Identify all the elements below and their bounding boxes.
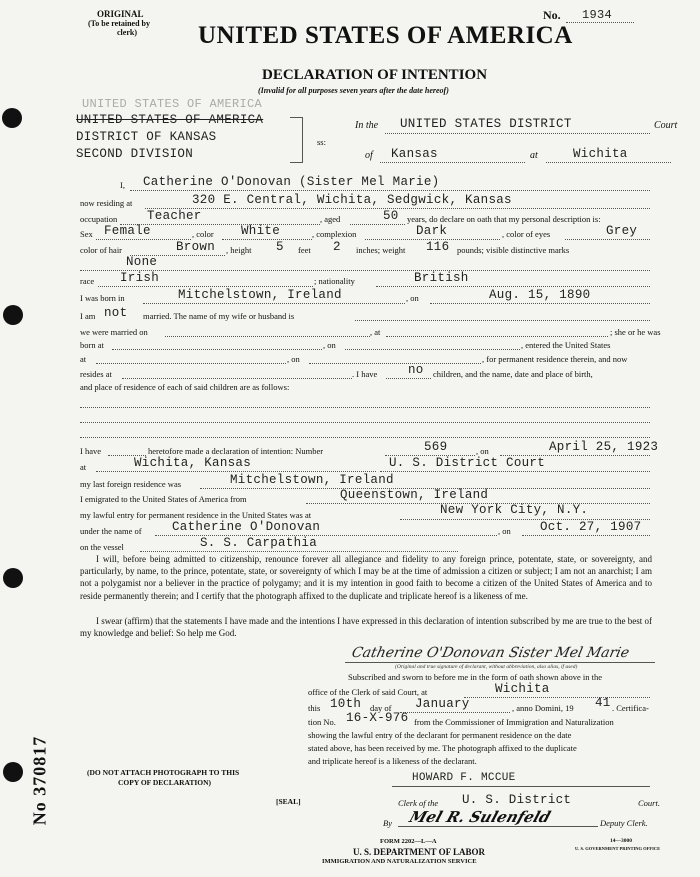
original-label: ORIGINAL	[97, 9, 144, 19]
court-of: Kansas	[391, 147, 438, 161]
venue-stamp-faint: UNITED STATES OF AMERICA	[82, 97, 263, 111]
age: 50	[383, 209, 399, 223]
marks: None	[126, 255, 158, 269]
clerk-name: HOWARD F. MCCUE	[412, 772, 516, 784]
court-name: UNITED STATES DISTRICT	[400, 117, 572, 131]
feet-label: feet	[298, 245, 311, 255]
race: Irish	[120, 271, 160, 285]
deputy-label: Deputy Clerk.	[600, 818, 648, 828]
vessel-label: on the vessel	[80, 542, 124, 552]
punch-hole-lower	[3, 568, 23, 588]
ss-label: ss:	[317, 137, 326, 147]
emigrated-label: I emigrated to the United States of America from	[80, 494, 247, 504]
bornat-label: born at	[80, 340, 104, 350]
height-label: , height	[226, 245, 252, 255]
doc-number-value: 1934	[582, 8, 613, 22]
certno-label: tion No.	[308, 717, 336, 727]
years-text: years, do declare on oath that my personal description is:	[407, 214, 601, 224]
married-on-label: we were married on	[80, 327, 148, 337]
dayof-label: day of	[370, 703, 392, 713]
emigrated-from: Queenstown, Ireland	[340, 488, 489, 502]
punch-hole-bottom	[3, 762, 23, 782]
court-label-2: Court.	[638, 798, 660, 808]
race-label: race	[80, 276, 95, 286]
venue-line-1: UNITED STATES OF AMERICA	[76, 113, 264, 127]
color: White	[241, 224, 281, 238]
entered-on-label: , on	[287, 354, 300, 364]
jurat-year: 41	[595, 696, 611, 710]
permres-label: , for permanent residence therein, and now	[482, 354, 628, 364]
birthdate: Aug. 15, 1890	[489, 288, 591, 302]
showing-text: showing the lawful entry of the declarant for permanent residence on the date	[308, 730, 572, 740]
jurat-month: January	[415, 697, 470, 711]
punch-hole-mid	[3, 305, 23, 325]
color-label: , color	[192, 229, 214, 239]
jurat-place: Wichita	[495, 682, 550, 696]
eyes: Grey	[606, 224, 638, 238]
weight: 116	[426, 240, 450, 254]
occupation: Teacher	[147, 209, 202, 223]
prior-place: Wichita, Kansas	[134, 456, 252, 470]
triplicate-text: and triplicate hereof is a likeness of the declarant.	[308, 756, 477, 766]
eyes-label: , color of eyes	[502, 229, 551, 239]
court-at: Wichita	[573, 147, 628, 161]
prior-at-label: at	[80, 462, 87, 472]
subscribed-text: Subscribed and sworn to before me in the form of oath shown above in the	[348, 672, 602, 682]
children-text-2: and place of residence of each of said children are as follows:	[80, 382, 290, 392]
nationality-label: ; nationality	[314, 276, 355, 286]
clerk-label: Clerk of the	[398, 798, 439, 808]
of-label: of	[365, 150, 373, 161]
pounds-label: pounds; visible distinctive marks	[457, 245, 570, 255]
hair-label: color of hair	[80, 245, 123, 255]
entry-date: Oct. 27, 1907	[540, 520, 642, 534]
hair: Brown	[176, 240, 216, 254]
nationality: British	[414, 271, 469, 285]
venue-bracket	[290, 117, 303, 163]
punch-hole-top	[2, 108, 22, 128]
occupation-label: occupation	[80, 214, 118, 224]
sheorhe-label: ; she or he was	[610, 327, 661, 337]
address: 320 E. Central, Wichita, Sedgwick, Kansas	[192, 193, 512, 207]
married-at-label: , at	[370, 327, 381, 337]
page-title: UNITED STATES OF AMERICA	[198, 22, 573, 49]
heretofore-label: heretofore made a declaration of intention: Number	[148, 446, 324, 456]
lawful-label: my lawful entry for permanent residence in the United States was at	[80, 510, 312, 520]
photo-note-2: COPY OF DECLARATION)	[118, 778, 212, 787]
jurat-day: 10th	[330, 697, 362, 711]
children-text: children, and the name, date and place of birth,	[433, 369, 593, 379]
this-label: this	[308, 703, 321, 713]
print-code: 14—3000	[610, 838, 632, 844]
married-status: not	[104, 306, 128, 320]
declarant-signature: Catherine O'Donovan Sister Mel Marie	[350, 645, 631, 661]
entry-port: New York City, N.Y.	[440, 503, 589, 517]
print-office: U. S. GOVERNMENT PRINTING OFFICE	[575, 846, 661, 851]
children-count: no	[408, 363, 424, 377]
affirmation-paragraph: I swear (affirm) that the statements I have made and the intentions I have expressed in this declaration of intention subscribed by me are true to the best of my knowledge and belief: So help me God.	[80, 616, 652, 639]
court-label: Court	[654, 120, 678, 131]
i-label: I,	[120, 180, 125, 190]
height-ft: 5	[276, 240, 284, 254]
retain-note-2: clerk)	[117, 28, 137, 37]
at-label: at	[530, 150, 538, 161]
aged-label: , aged	[320, 214, 341, 224]
born-on-label: , on	[406, 293, 419, 303]
birthplace: Mitchelstown, Ireland	[178, 288, 342, 302]
office-label: office of the Clerk of said Court, at	[308, 687, 428, 697]
iam-label: I am	[80, 311, 96, 321]
entry-name: Catherine O'Donovan	[172, 520, 321, 534]
by-label: By	[383, 818, 392, 828]
entry-on-label: , on	[498, 526, 511, 536]
clerk-court: U. S. District	[462, 793, 572, 807]
form-title: DECLARATION OF INTENTION	[262, 67, 488, 83]
venue-line-3: SECOND DIVISION	[76, 147, 194, 161]
foreign-residence: Mitchelstown, Ireland	[230, 473, 394, 487]
inches-label: inches; weight	[356, 245, 406, 255]
renunciation-paragraph: I will, before being admitted to citizenship, renounce forever all allegiance and fidelity to any foreign prince, potentate, state, or sovereignty, and particularly, by name, to the prince, potentate, state, or sovereignty of which I may be at the time of admission a citizen or subject; I am not an anarchist; I am not a polygamist nor a believer in the practice of polygamy; and it is my intention in good faith to become a citizen of the United States of America and to reside permanently therein; and I certify that the photograph affixed to the duplicate and triplicate hereof is a likeness of me.	[80, 554, 652, 601]
certifica-label: . Certifica-	[612, 703, 649, 713]
venue-line-2: DISTRICT OF KANSAS	[76, 130, 217, 144]
doc-number-label: No.	[543, 8, 561, 22]
bornon-label: , on	[323, 340, 336, 350]
sex-label: Sex	[80, 229, 93, 239]
ihave-label: . I have	[352, 369, 378, 379]
from-commissioner-label: from the Commissioner of Immigration and Naturalization	[414, 717, 614, 727]
prior-on-label: , on	[476, 446, 489, 456]
resides-label: resides at	[80, 369, 112, 379]
foreign-label: my last foreign residence was	[80, 479, 182, 489]
deputy-signature: Mel R. Sulenfeld	[407, 808, 553, 826]
invalid-note: (Invalid for all purposes seven years after the date hereof)	[258, 86, 449, 95]
prior-court: U. S. District Court	[389, 456, 546, 470]
entered-label: , entered the United States	[521, 340, 611, 350]
form-number: FORM 2202—L—A	[380, 838, 437, 845]
residing-label: now residing at	[80, 198, 133, 208]
prior-number: 569	[424, 440, 448, 454]
stated-text: stated above, has been received by me. The photograph affixed to the duplicate	[308, 743, 577, 753]
prior-date: April 25, 1923	[549, 440, 659, 454]
height-in: 2	[333, 240, 341, 254]
entered-at-label: at	[80, 354, 87, 364]
sex: Female	[104, 224, 151, 238]
declarant-name: Catherine O'Donovan (Sister Mel Marie)	[143, 175, 440, 189]
undername-label: under the name of	[80, 526, 142, 536]
complexion-label: , complexion	[312, 229, 357, 239]
married-text: married. The name of my wife or husband is	[143, 311, 295, 321]
in-the-label: In the	[355, 120, 379, 131]
signature-caption: (Original and true signature of declarant, without abbreviation, also alias, if used)	[395, 664, 578, 670]
born-label: I was born in	[80, 293, 125, 303]
photo-note-1: (DO NOT ATTACH PHOTOGRAPH TO THIS	[87, 768, 240, 777]
retain-note-1: (To be retained by	[88, 19, 151, 28]
complexion: Dark	[416, 224, 448, 238]
anno-label: , anno Domini, 19	[512, 703, 574, 713]
serial-number: No 370817	[29, 735, 50, 826]
service: IMMIGRATION AND NATURALIZATION SERVICE	[322, 858, 477, 865]
cert-number: 16-X-976	[346, 711, 409, 725]
seal-label: [SEAL]	[276, 797, 301, 806]
department: U. S. DEPARTMENT OF LABOR	[353, 847, 486, 857]
prior-ihave-label: I have	[80, 446, 102, 456]
vessel: S. S. Carpathia	[200, 536, 318, 550]
